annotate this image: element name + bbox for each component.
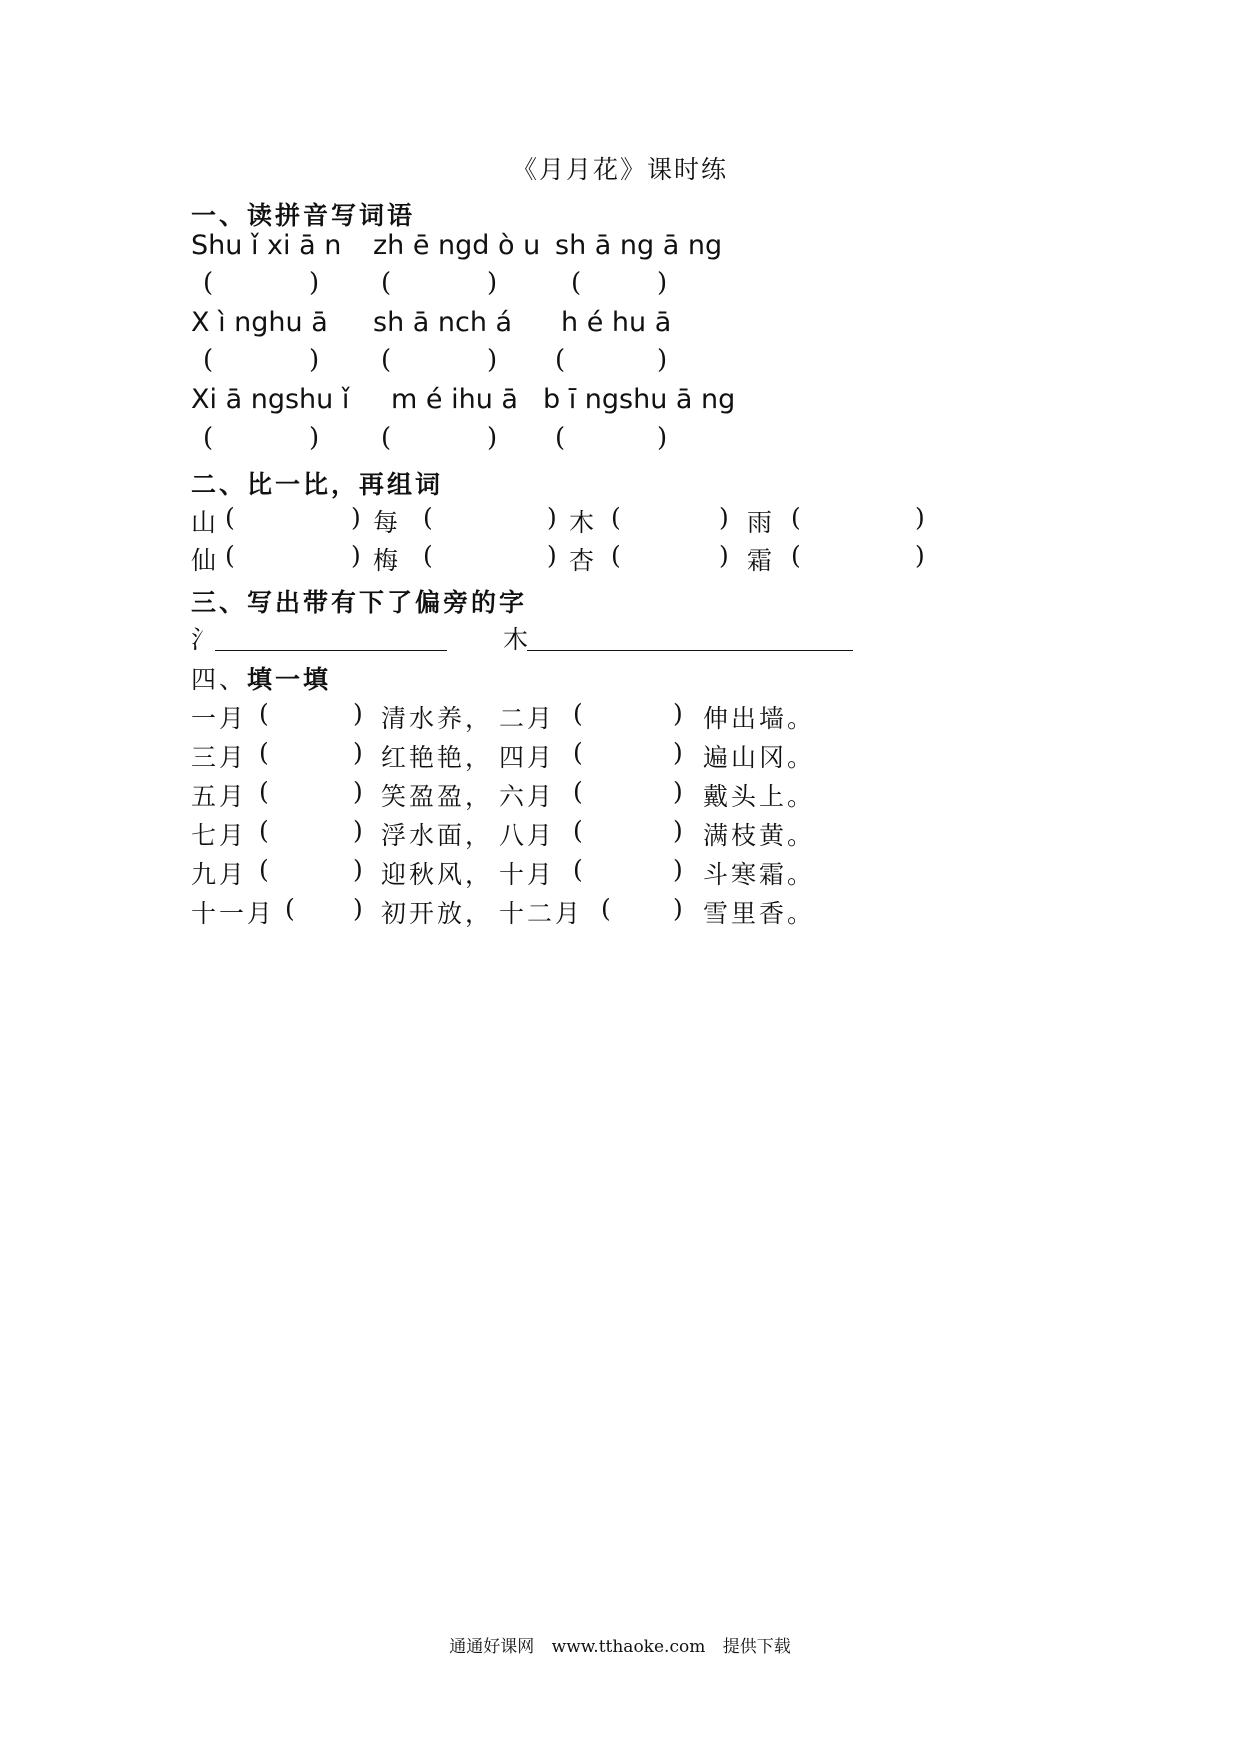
paren-close: ) <box>309 345 320 375</box>
paren-open: ( <box>259 699 272 728</box>
paren-close: ) <box>353 738 366 767</box>
paren-close: ) <box>673 738 686 767</box>
answer-line-wood[interactable] <box>527 650 853 651</box>
paren-open: ( <box>571 268 582 298</box>
paren-open: ( <box>225 541 235 570</box>
verse-text: 戴头上。 <box>703 782 816 811</box>
month-label: 三月 <box>191 743 248 772</box>
page-title: 《月月花》课时练 <box>511 155 728 184</box>
paren-close: ) <box>657 268 668 298</box>
paren-open: ( <box>203 345 214 375</box>
verse-text: 伸出墙。 <box>703 704 816 733</box>
paren-open: ( <box>285 894 298 923</box>
paren-close: ) <box>657 345 668 375</box>
compare-char: 木 <box>569 508 595 537</box>
section-2-heading: 二、比一比，再组词 <box>191 470 444 499</box>
compare-char: 梅 <box>373 546 399 575</box>
compare-char: 每 <box>373 508 399 537</box>
footer-site: 通通好课网 <box>449 1637 535 1657</box>
paren-open: ( <box>381 268 392 298</box>
paren-close: ) <box>487 268 498 298</box>
compare-char: 杏 <box>569 546 595 575</box>
pinyin-item: h é hu ā <box>561 307 672 338</box>
paren-close: ) <box>487 423 498 453</box>
month-label: 五月 <box>191 782 248 811</box>
paren-open: ( <box>601 894 614 923</box>
verse-text: 斗寒霜。 <box>703 860 816 889</box>
month-label: 二月 <box>499 704 556 733</box>
paren-open: ( <box>259 777 272 806</box>
paren-open: ( <box>225 503 235 532</box>
paren-close: ) <box>353 855 366 884</box>
verse-text: 浮水面， <box>381 821 494 850</box>
month-label: 一月 <box>191 704 248 733</box>
radical-water: 氵 <box>191 625 217 654</box>
radical-wood: 木 <box>503 625 529 654</box>
pinyin-item: sh ā ng ā ng <box>555 230 723 261</box>
pinyin-item: zh ē ngd ò u <box>373 230 541 261</box>
month-label: 七月 <box>191 821 248 850</box>
pinyin-item: X ì nghu ā <box>191 307 328 338</box>
paren-open: ( <box>791 503 801 532</box>
paren-close: ) <box>673 777 686 806</box>
paren-close: ) <box>719 541 729 570</box>
compare-char: 霜 <box>747 546 773 575</box>
paren-close: ) <box>351 503 361 532</box>
month-label: 十二月 <box>499 899 584 928</box>
paren-close: ) <box>673 699 686 728</box>
month-label: 六月 <box>499 782 556 811</box>
compare-char: 雨 <box>747 508 773 537</box>
paren-close: ) <box>547 503 557 532</box>
verse-text: 满枝黄。 <box>703 821 816 850</box>
paren-open: ( <box>573 816 586 845</box>
pinyin-item: sh ā nch á <box>373 307 513 338</box>
paren-open: ( <box>555 423 566 453</box>
verse-text: 遍山冈。 <box>703 743 816 772</box>
paren-close: ) <box>657 423 668 453</box>
paren-close: ) <box>673 855 686 884</box>
paren-close: ) <box>351 541 361 570</box>
paren-close: ) <box>915 541 925 570</box>
verse-text: 雪里香。 <box>703 899 816 928</box>
section-3-heading: 三、写出带有下了偏旁的字 <box>191 588 528 617</box>
paren-open: ( <box>573 855 586 884</box>
paren-open: ( <box>423 503 433 532</box>
paren-open: ( <box>203 268 214 298</box>
paren-open: ( <box>259 855 272 884</box>
footer-note: 提供下载 <box>722 1637 791 1657</box>
paren-close: ) <box>673 816 686 845</box>
paren-close: ) <box>353 777 366 806</box>
verse-text: 红艳艳， <box>381 743 494 772</box>
paren-open: ( <box>203 423 214 453</box>
verse-text: 迎秋风， <box>381 860 494 889</box>
paren-close: ) <box>309 268 320 298</box>
section-1-heading: 一、读拼音写词语 <box>191 201 416 230</box>
month-label: 九月 <box>191 860 248 889</box>
paren-close: ) <box>719 503 729 532</box>
pinyin-item: Xi ā ngshu ǐ <box>191 384 350 415</box>
paren-close: ) <box>309 423 320 453</box>
section-4-heading <box>191 660 331 696</box>
month-label: 八月 <box>499 821 556 850</box>
paren-open: ( <box>573 699 586 728</box>
paren-open: ( <box>555 345 566 375</box>
paren-close: ) <box>353 699 366 728</box>
paren-open: ( <box>259 816 272 845</box>
compare-char: 仙 <box>191 546 217 575</box>
paren-close: ) <box>353 816 366 845</box>
section-4-number: 四、 <box>191 665 248 694</box>
pinyin-item: m é ihu ā <box>391 384 518 415</box>
paren-open: ( <box>791 541 801 570</box>
paren-open: ( <box>381 423 392 453</box>
pinyin-item: b ī ngshu ā ng <box>543 384 736 415</box>
paren-open: ( <box>259 738 272 767</box>
paren-close: ) <box>915 503 925 532</box>
paren-open: ( <box>423 541 433 570</box>
verse-text: 笑盈盈， <box>381 782 494 811</box>
month-label: 十一月 <box>191 899 276 928</box>
month-label: 四月 <box>499 743 556 772</box>
paren-open: ( <box>611 503 621 532</box>
page-footer <box>0 1632 1240 1657</box>
pinyin-item: Shu ǐ xi ā n <box>191 230 342 261</box>
answer-line-water[interactable] <box>215 650 447 651</box>
verse-text: 初开放， <box>381 899 494 928</box>
paren-close: ) <box>547 541 557 570</box>
section-4-title: 填一填 <box>247 665 332 694</box>
paren-close: ) <box>487 345 498 375</box>
paren-close: ) <box>353 894 366 923</box>
paren-open: ( <box>573 777 586 806</box>
compare-char: 山 <box>191 508 217 537</box>
paren-close: ) <box>673 894 686 923</box>
verse-text: 清水养， <box>381 704 494 733</box>
paren-open: ( <box>381 345 392 375</box>
radical-row <box>191 620 891 652</box>
footer-url[interactable]: www.tthaoke.com <box>551 1637 706 1657</box>
paren-open: ( <box>573 738 586 767</box>
paren-open: ( <box>611 541 621 570</box>
month-label: 十月 <box>499 860 556 889</box>
